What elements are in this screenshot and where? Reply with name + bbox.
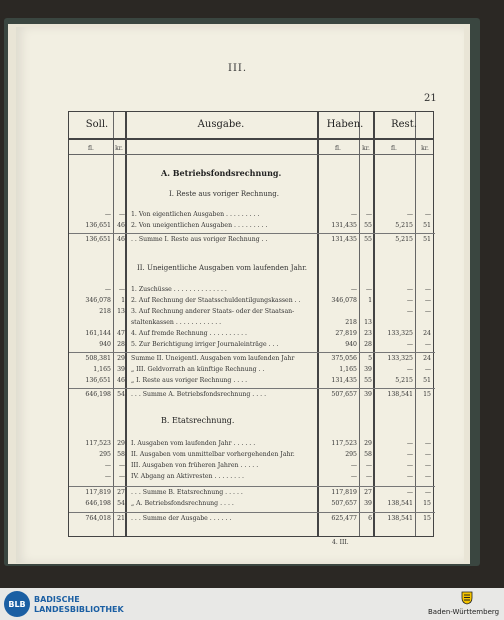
cell-haben-fl: — xyxy=(350,473,357,480)
cell-haben-fl: — xyxy=(350,211,357,218)
cell-haben-kr: 39 xyxy=(364,366,372,373)
cell-soll-kr: 13 xyxy=(117,308,125,315)
cell-rest-kr: 15 xyxy=(423,391,431,398)
cell-soll-kr: 28 xyxy=(117,341,125,348)
library-footer-bar xyxy=(0,588,504,620)
table-row xyxy=(69,513,435,525)
cell-haben-kr: 39 xyxy=(364,391,372,398)
cell-soll-fl: 646,198 xyxy=(85,391,111,398)
cell-soll-kr: 46 xyxy=(117,222,125,229)
cell-haben-fl: 131,435 xyxy=(331,236,357,243)
cell-soll-fl: — xyxy=(104,286,111,293)
cell-text: staltenkassen . . . . . . . . . . . . xyxy=(131,319,222,326)
cell-rest-kr: — xyxy=(424,286,431,293)
cell-rest-fl: — xyxy=(406,440,413,447)
cell-text: 1. Von eigentlichen Ausgaben . . . . . . . . . xyxy=(131,211,260,218)
cell-rest-fl: — xyxy=(406,341,413,348)
cell-soll-fl: — xyxy=(104,462,111,469)
cell-rest-kr: — xyxy=(424,211,431,218)
blb-logo[interactable]: BLB xyxy=(4,591,30,617)
cell-soll-fl: 117,523 xyxy=(85,440,111,447)
cell-text: 4. Auf fremde Rechnung . . . . . . . . . . xyxy=(131,330,247,337)
cell-haben-kr: 5 xyxy=(368,355,372,362)
cell-soll-fl: 218 xyxy=(99,308,111,315)
cell-text: II. Ausgaben vom unmittelbar vorhergehenden Jahr. xyxy=(131,451,295,458)
cell-text: 2. Auf Rechnung der Staatsschuldentilgungskassen . . xyxy=(131,297,301,304)
cell-rest-kr: — xyxy=(424,451,431,458)
cell-rest-fl: — xyxy=(406,308,413,315)
cell-soll-fl: 136,651 xyxy=(85,236,111,243)
cell-soll-kr: — xyxy=(118,286,125,293)
cell-soll-fl: — xyxy=(104,473,111,480)
cell-rest-fl: 138,541 xyxy=(387,515,413,522)
cell-rest-kr: 24 xyxy=(423,355,431,362)
cell-soll-fl: 764,018 xyxy=(85,515,111,522)
cell-soll-kr: 21 xyxy=(117,515,125,522)
section-header: III. xyxy=(228,63,248,74)
cell-rest-fl: — xyxy=(406,211,413,218)
cell-soll-fl: 295 xyxy=(99,451,111,458)
cell-text: IV. Abgang an Aktivresten . . . . . . . . xyxy=(131,473,244,480)
cell-haben-kr: 55 xyxy=(364,377,372,384)
cell-soll-kr: 54 xyxy=(117,500,125,507)
cell-rest-kr: 51 xyxy=(423,236,431,243)
cell-rest-fl: 5,215 xyxy=(395,222,413,229)
header-rule xyxy=(69,138,433,140)
cell-soll-kr: — xyxy=(118,473,125,480)
library-name-line1: BADISCHE xyxy=(34,595,80,604)
cell-haben-fl: 295 xyxy=(345,451,357,458)
cell-haben-fl: 131,435 xyxy=(331,222,357,229)
cell-text: „ I. Reste aus voriger Rechnung . . . . xyxy=(131,377,248,384)
cell-haben-kr: 6 xyxy=(368,515,372,522)
cell-text: . . . Summe B. Etatsrechnung . . . . . xyxy=(131,489,243,496)
cell-haben-fl: 218 xyxy=(345,319,357,326)
cell-soll-fl: 117,819 xyxy=(85,489,111,496)
state-name: Baden-Württemberg xyxy=(428,608,500,616)
col-header-soll: Soll. xyxy=(85,119,109,130)
cell-haben-kr: — xyxy=(365,473,372,480)
cell-soll-kr: 1 xyxy=(121,297,125,304)
cell-haben-kr: — xyxy=(365,286,372,293)
cell-soll-kr: — xyxy=(118,211,125,218)
table-row xyxy=(69,375,435,387)
col-header-rest: Rest. xyxy=(391,119,417,130)
cell-rest-fl: — xyxy=(406,462,413,469)
cell-rest-fl: — xyxy=(406,473,413,480)
cell-text: 5. Zur Berichtigung irriger Journaleinträge . . . xyxy=(131,341,279,348)
cell-soll-kr: — xyxy=(118,462,125,469)
signature-mark: 4. III. xyxy=(332,539,349,546)
cell-haben-fl: 507,657 xyxy=(331,391,357,398)
cell-haben-kr: 28 xyxy=(364,341,372,348)
cell-soll-kr: 27 xyxy=(117,489,125,496)
cell-soll-kr: 39 xyxy=(117,366,125,373)
cell-rest-kr: — xyxy=(424,308,431,315)
cell-rest-kr: — xyxy=(424,440,431,447)
cell-rest-fl: 5,215 xyxy=(395,377,413,384)
unit-kr: kr. xyxy=(421,145,429,152)
library-name-line2: LANDESBIBLIOTHEK xyxy=(34,605,124,614)
subsection-title: I. Reste aus voriger Rechnung. xyxy=(169,190,279,198)
table-row xyxy=(69,471,435,483)
cell-rest-fl: — xyxy=(406,297,413,304)
unit-fl: fl. xyxy=(391,145,397,152)
cell-rest-fl: 138,541 xyxy=(387,391,413,398)
cell-soll-fl: 136,651 xyxy=(85,222,111,229)
section-b-title: B. Etatsrechnung. xyxy=(161,416,235,425)
cell-soll-kr: 58 xyxy=(117,451,125,458)
table-row xyxy=(69,389,435,401)
cell-rest-fl: 133,325 xyxy=(387,330,413,337)
cell-rest-kr: 15 xyxy=(423,500,431,507)
table-row xyxy=(69,234,435,246)
unit-fl: fl. xyxy=(335,145,341,152)
cell-rest-kr: 24 xyxy=(423,330,431,337)
cell-rest-kr: — xyxy=(424,366,431,373)
cell-text: I. Ausgaben vom laufenden Jahr . . . . . . xyxy=(131,440,256,447)
cell-haben-kr: 27 xyxy=(364,489,372,496)
cell-haben-fl: 1,165 xyxy=(339,366,357,373)
col-header-haben: Haben. xyxy=(326,119,364,130)
cell-soll-fl: 940 xyxy=(99,341,111,348)
col-header-ausgabe: Ausgabe. xyxy=(197,119,245,130)
cell-rest-kr: 15 xyxy=(423,515,431,522)
cell-text: Summe II. Uneigentl. Ausgaben vom laufenden Jahr xyxy=(131,355,295,362)
cell-haben-kr: 23 xyxy=(364,330,372,337)
cell-rest-kr: — xyxy=(424,462,431,469)
cell-haben-kr: 55 xyxy=(364,236,372,243)
unit-kr: kr. xyxy=(362,145,370,152)
cell-rest-kr: — xyxy=(424,489,431,496)
cell-soll-fl: 136,651 xyxy=(85,377,111,384)
cell-rest-kr: — xyxy=(424,341,431,348)
cell-text: . . Summe I. Reste aus voriger Rechnung . . xyxy=(131,236,268,243)
cell-text: „ III. Geldvorrath an künftige Rechnung . . xyxy=(131,366,265,373)
table-row xyxy=(69,339,435,351)
cell-soll-kr: 46 xyxy=(117,236,125,243)
account-table xyxy=(68,111,434,537)
cell-rest-kr: — xyxy=(424,473,431,480)
cell-rest-fl: — xyxy=(406,286,413,293)
cell-rest-fl: — xyxy=(406,489,413,496)
cell-haben-fl: 375,056 xyxy=(331,355,357,362)
cell-haben-fl: 940 xyxy=(345,341,357,348)
cell-haben-fl: 131,435 xyxy=(331,377,357,384)
cell-rest-fl: 5,215 xyxy=(395,236,413,243)
cell-text: 3. Auf Rechnung anderer Staats- oder der Staatsan- xyxy=(131,308,295,315)
section-a-title: A. Betriebsfondsrechnung. xyxy=(161,168,282,178)
table-row xyxy=(69,498,435,510)
cell-soll-kr: 29 xyxy=(117,440,125,447)
cell-soll-fl: 1,165 xyxy=(93,366,111,373)
cell-text: 1. Zuschüsse . . . . . . . . . . . . . . xyxy=(131,286,227,293)
cell-soll-fl: 161,144 xyxy=(85,330,111,337)
cell-rest-fl: — xyxy=(406,366,413,373)
cell-haben-kr: — xyxy=(365,211,372,218)
cell-haben-fl: — xyxy=(350,462,357,469)
cell-haben-kr: — xyxy=(365,462,372,469)
cell-rest-kr: — xyxy=(424,297,431,304)
cell-soll-fl: 346,078 xyxy=(85,297,111,304)
unit-rule xyxy=(69,154,433,155)
cell-soll-fl: — xyxy=(104,211,111,218)
cell-soll-kr: 47 xyxy=(117,330,125,337)
cell-text: . . . Summe A. Betriebsfondsrechnung . . . . xyxy=(131,391,267,398)
unit-kr: kr. xyxy=(115,145,123,152)
cell-rest-kr: 51 xyxy=(423,222,431,229)
cell-haben-kr: 55 xyxy=(364,222,372,229)
cell-soll-kr: 46 xyxy=(117,377,125,384)
cell-soll-fl: 508,381 xyxy=(85,355,111,362)
cell-haben-fl: 117,819 xyxy=(331,489,357,496)
book-page xyxy=(16,27,464,563)
cell-haben-fl: 27,819 xyxy=(335,330,357,337)
page-number: 21 xyxy=(424,93,437,104)
state-coat-of-arms-icon xyxy=(460,591,474,605)
cell-rest-fl: 133,325 xyxy=(387,355,413,362)
cell-haben-fl: 117,523 xyxy=(331,440,357,447)
cell-haben-kr: 58 xyxy=(364,451,372,458)
cell-text: . . . Summe der Ausgabe . . . . . . xyxy=(131,515,232,522)
cell-rest-fl: 138,541 xyxy=(387,500,413,507)
subsection-title: II. Uneigentliche Ausgaben vom laufenden Jahr. xyxy=(137,264,307,272)
cell-rest-fl: — xyxy=(406,451,413,458)
cell-soll-fl: 646,198 xyxy=(85,500,111,507)
cell-haben-fl: 507,657 xyxy=(331,500,357,507)
cell-text: 2. Von uneigentlichen Ausgaben . . . . . . . . . xyxy=(131,222,268,229)
cell-haben-fl: — xyxy=(350,286,357,293)
cell-haben-kr: 29 xyxy=(364,440,372,447)
cell-haben-fl: 625,477 xyxy=(331,515,357,522)
unit-fl: fl. xyxy=(88,145,94,152)
cell-haben-kr: 13 xyxy=(364,319,372,326)
cell-soll-kr: 29 xyxy=(117,355,125,362)
cell-haben-kr: 1 xyxy=(368,297,372,304)
cell-haben-fl: 346,078 xyxy=(331,297,357,304)
cell-text: „ A. Betriebsfondsrechnung . . . . xyxy=(131,500,234,507)
cell-rest-kr: 51 xyxy=(423,377,431,384)
cell-text: III. Ausgaben von früheren Jahren . . . . . xyxy=(131,462,259,469)
cell-haben-kr: 39 xyxy=(364,500,372,507)
table-row xyxy=(69,220,435,232)
cell-soll-kr: 54 xyxy=(117,391,125,398)
